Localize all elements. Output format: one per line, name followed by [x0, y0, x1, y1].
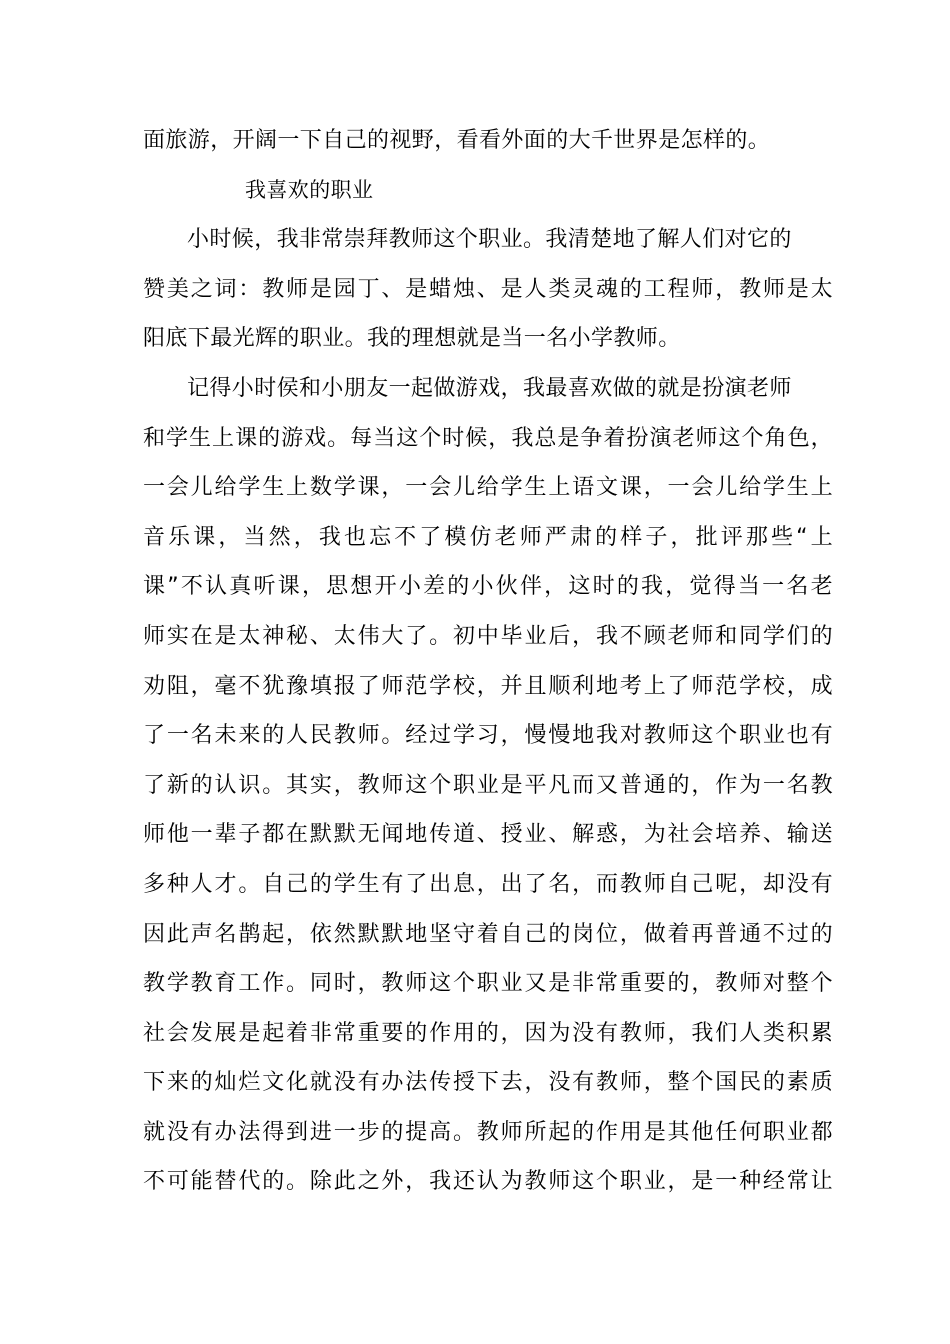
text-line: 下来的灿烂文化就没有办法传授下去，没有教师，整个国民的素质 [143, 1070, 833, 1096]
text-line: 课”不认真听课，思想开小差的小伙伴，这时的我，觉得当一名老 [143, 574, 833, 600]
text-line: 音乐课，当然，我也忘不了模仿老师严肃的样子，批评那些“上 [143, 524, 833, 550]
text-line: 就没有办法得到进一步的提高。教师所起的作用是其他任何职业都 [143, 1119, 833, 1145]
text-line: 因此声名鹊起，依然默默地坚守着自己的岗位，做着再普通不过的 [143, 921, 833, 947]
text-line: 了新的认识。其实，教师这个职业是平凡而又普通的，作为一名教 [143, 772, 833, 798]
text-line: 一会儿给学生上数学课，一会儿给学生上语文课，一会儿给学生上 [143, 475, 833, 501]
text-line: 师他一辈子都在默默无闻地传道、授业、解惑，为社会培养、输送 [143, 822, 833, 848]
opening-line: 面旅游，开阔一下自己的视野，看看外面的大千世界是怎样的。 [143, 128, 771, 153]
text-line: 劝阻，毫不犹豫填报了师范学校，并且顺利地考上了师范学校，成 [143, 673, 833, 699]
text-line: 和学生上课的游戏。每当这个时候，我总是争着扮演老师这个角色， [143, 425, 833, 451]
body-text [143, 116, 833, 1207]
text-line: 不可能替代的。除此之外，我还认为教师这个职业，是一种经常让 [143, 1169, 833, 1195]
essay-title: 我喜欢的职业 [245, 177, 374, 202]
text-line: 师实在是太神秘、太伟大了。初中毕业后，我不顾老师和同学们的 [143, 623, 833, 649]
text-line: 教学教育工作。同时，教师这个职业又是非常重要的，教师对整个 [143, 971, 833, 997]
text-line: 了一名未来的人民教师。经过学习，慢慢地我对教师这个职业也有 [143, 723, 833, 749]
text-line: 阳底下最光辉的职业。我的理想就是当一名小学教师。 [143, 326, 681, 352]
text-line: 小时候，我非常崇拜教师这个职业。我清楚地了解人们对它的 [187, 227, 792, 253]
text-line: 多种人才。自己的学生有了出息，出了名，而教师自己呢，却没有 [143, 871, 833, 897]
text-line: 赞美之词：教师是园丁、是蜡烛、是人类灵魂的工程师，教师是太 [143, 276, 833, 302]
text-line: 社会发展是起着非常重要的作用的，因为没有教师，我们人类积累 [143, 1020, 833, 1046]
text-line: 记得小时侯和小朋友一起做游戏，我最喜欢做的就是扮演老师 [187, 375, 792, 401]
